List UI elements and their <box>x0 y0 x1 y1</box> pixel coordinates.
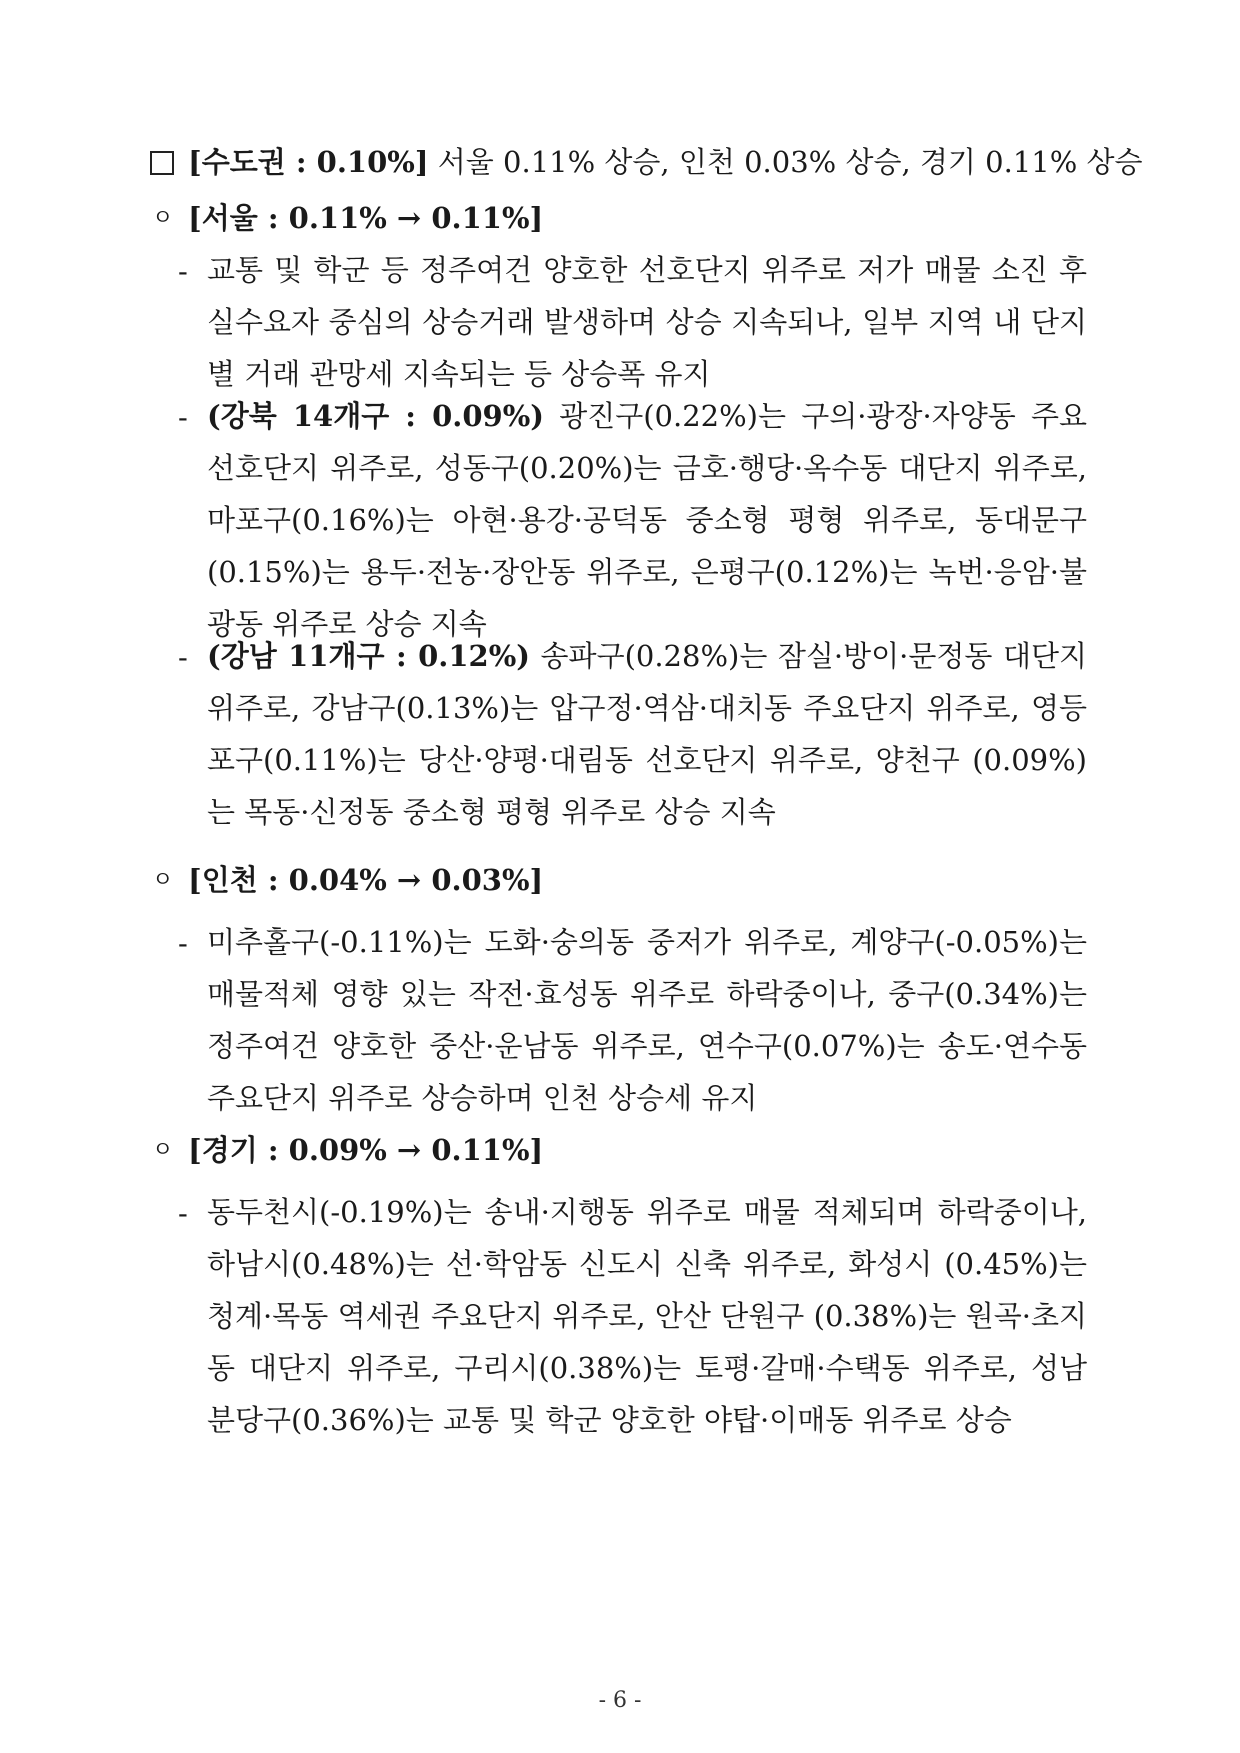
gangnam-text: 송파구(0.28%)는 잠실·방이·문정동 대단지 위주로, 강남구(0.13%)는 압구정·역삼·대치동 주요단지 위주로, 영등포구(0.11%)는 당산·양평·대림동 선호단지 위주로, 양천구 (0.09%)는 목동·신정동 중소형 평형 위주로 상승 지속 <box>207 639 1087 829</box>
checkbox-square-icon <box>150 151 174 175</box>
incheon-paragraph-1: 미추홀구(-0.11%)는 도화·숭의동 중저가 위주로, 계양구(-0.05%)는 매물적체 영향 있는 작전·효성동 위주로 하락중이나, 중구(0.34%)는 정주여건 양호한 중산·운남동 위주로, 연수구(0.07%)는 송도·연수동 주요단지 위주로 상승하며 인천 상승세 유지 <box>207 925 1087 1115</box>
metro-area-summary: 서울 0.11% 상승, 인천 0.03% 상승, 경기 0.11% 상승 <box>428 145 1143 179</box>
incheon-heading <box>152 858 543 899</box>
circle-bullet-icon: ㅇ <box>152 868 174 893</box>
gangbuk-text: 광진구(0.22%)는 구의·광장·자양동 주요 선호단지 위주로, 성동구(0.20%)는 금호·행당·옥수동 대단지 위주로, 마포구(0.16%)는 아현·용강·공덕동 중소형 평형 위주로, 동대문구 (0.15%)는 용두·전농·장안동 위주로, 은평구(0.12%)는 녹번·응암·불광동 위주로 상승 지속 <box>207 399 1087 641</box>
gangnam-label: (강남 11개구 : 0.12%) <box>207 639 530 673</box>
incheon-title: [인천 : 0.04% → 0.03%] <box>188 863 544 897</box>
dash-bullet: - <box>178 400 188 434</box>
dash-bullet: - <box>178 1196 188 1230</box>
page-number: - 6 - <box>598 1688 642 1713</box>
gyeonggi-paragraph-1: 동두천시(-0.19%)는 송내·지행동 위주로 매물 적체되며 하락중이나, 하남시(0.48%)는 선·학암동 신도시 신축 위주로, 화성시 (0.45%)는 청계·목동 역세권 주요단지 위주로, 안산 단원구 (0.38%)는 원곡·초지동 대단지 위주로, 구리시(0.38%)는 토평·갈매·수택동 위주로, 성남 분당구(0.36%)는 교통 및 학군 양호한 야탑·이매동 위주로 상승 <box>207 1195 1087 1437</box>
gyeonggi-heading <box>152 1128 543 1169</box>
dash-bullet: - <box>178 640 188 674</box>
circle-bullet-icon: ㅇ <box>152 1138 174 1163</box>
metro-area-heading <box>150 140 1143 181</box>
seoul-paragraph-3 <box>207 630 1087 838</box>
metro-area-label: [수도권 : 0.10%] <box>188 145 429 179</box>
seoul-paragraph-1: 교통 및 학군 등 정주여건 양호한 선호단지 위주로 저가 매물 소진 후 실수요자 중심의 상승거래 발생하며 상승 지속되나, 일부 지역 내 단지별 거래 관망세 지속되는 등 상승폭 유지 <box>207 253 1087 391</box>
dash-bullet: - <box>178 926 188 960</box>
seoul-title: [서울 : 0.11% → 0.11%] <box>188 201 544 235</box>
gyeonggi-title: [경기 : 0.09% → 0.11%] <box>188 1133 544 1167</box>
seoul-paragraph-2 <box>207 390 1087 650</box>
dash-bullet: - <box>178 254 188 288</box>
seoul-heading <box>152 196 543 237</box>
circle-bullet-icon: ㅇ <box>152 206 174 231</box>
gangbuk-label: (강북 14개구 : 0.09%) <box>207 399 544 433</box>
